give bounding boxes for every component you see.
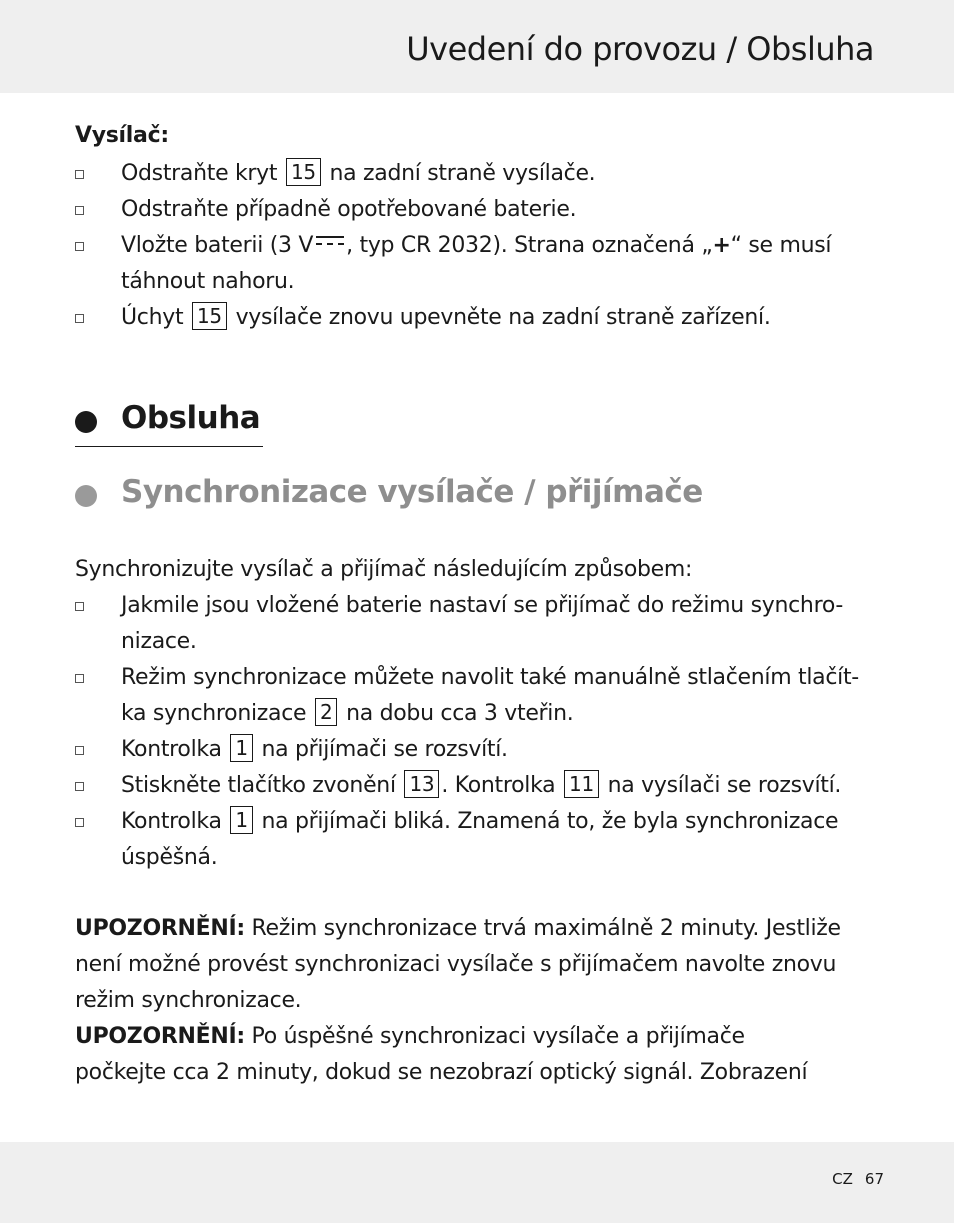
- bullet-square-icon: [75, 602, 84, 611]
- bullet-square-icon: [75, 818, 84, 827]
- part-ref: 11: [564, 770, 599, 798]
- part-ref: 13: [404, 770, 439, 798]
- part-ref: 1: [230, 734, 252, 762]
- filled-circle-icon: [75, 411, 97, 433]
- note-1-line-2: není možné provést synchronizaci vysílače s přijímačem navolte znovu: [75, 952, 837, 977]
- part-ref: 15: [192, 302, 227, 330]
- sync-intro: Synchronizujte vysílač a přijímač následujícím způsobem:: [75, 557, 693, 582]
- page-footer: [0, 1142, 954, 1223]
- bullet-square-icon: [75, 314, 84, 323]
- dc-symbol-icon: [316, 234, 344, 248]
- note-2: UPOZORNĚNÍ: Po úspěšné synchronizaci vysílače a přijímače: [75, 1024, 745, 1049]
- page-title: Uvedení do provozu / Obsluha: [406, 30, 874, 68]
- transmitter-heading: Vysílač:: [75, 123, 169, 148]
- bullet-square-icon: [75, 746, 84, 755]
- note-2-line-2: počkejte cca 2 minuty, dokud se nezobrazí optický signál. Zobrazení: [75, 1060, 808, 1085]
- part-ref: 15: [286, 158, 321, 186]
- note-1-line-3: režim synchronizace.: [75, 988, 302, 1013]
- grey-circle-icon: [75, 485, 97, 507]
- bullet-square-icon: [75, 674, 84, 683]
- bullet-square-icon: [75, 782, 84, 791]
- footer-lang: CZ: [832, 1170, 853, 1188]
- bullet-square-icon: [75, 206, 84, 215]
- part-ref: 2: [315, 698, 337, 726]
- bullet-square-icon: [75, 242, 84, 251]
- section-heading: Obsluha: [75, 400, 263, 447]
- page-number: 67: [864, 1170, 884, 1188]
- note-1: UPOZORNĚNÍ: Režim synchronizace trvá maximálně 2 minuty. Jestliže: [75, 916, 841, 941]
- page-header: [0, 0, 954, 93]
- part-ref: 1: [230, 806, 252, 834]
- bullet-square-icon: [75, 170, 84, 179]
